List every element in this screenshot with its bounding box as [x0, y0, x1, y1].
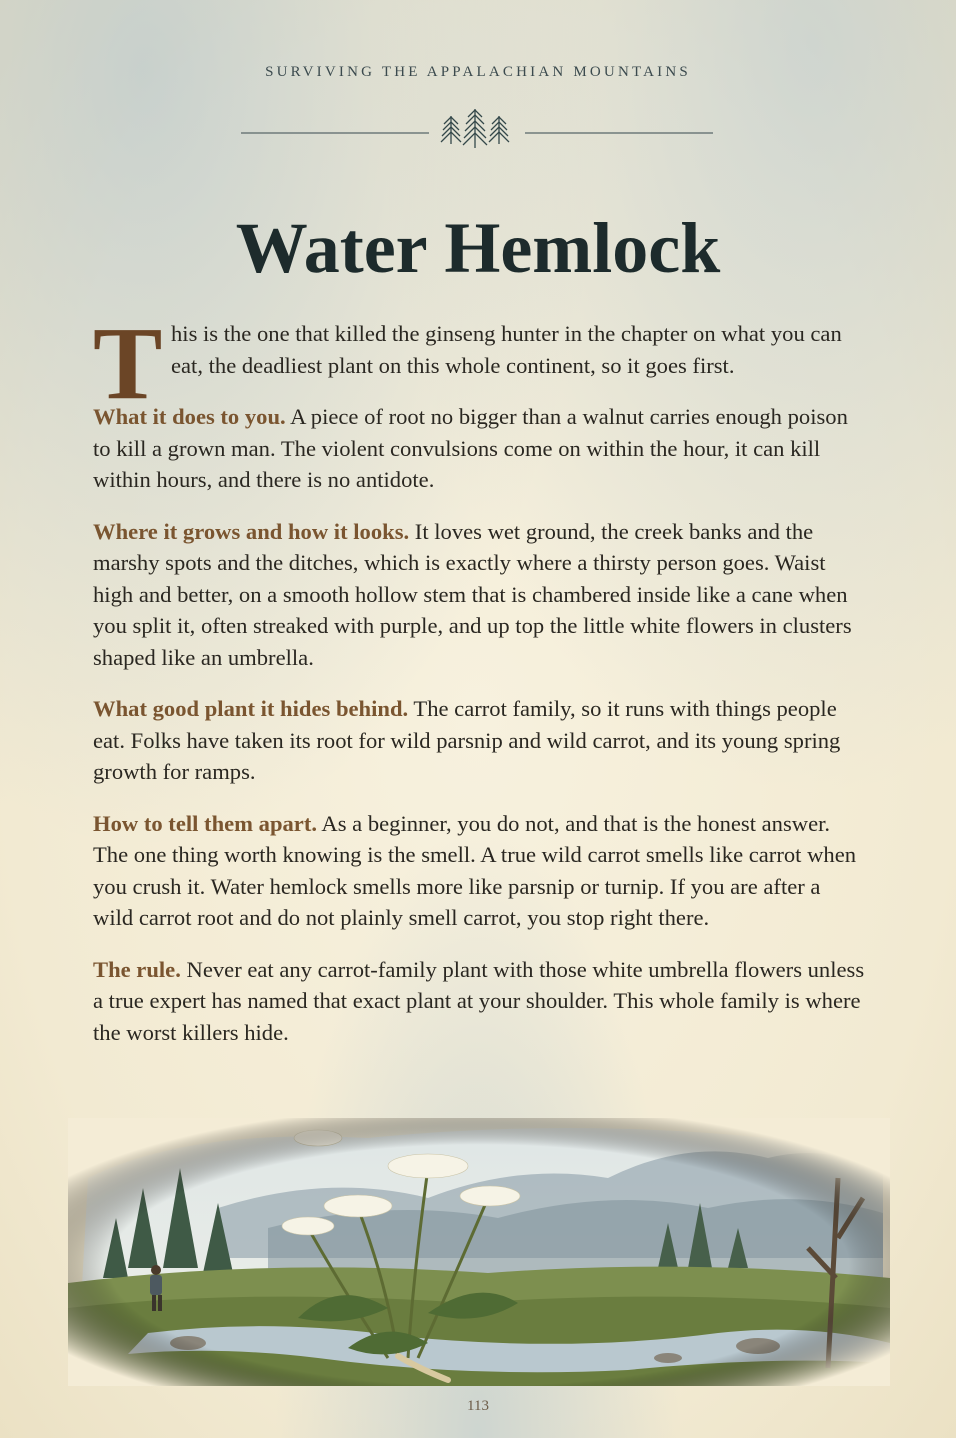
section-text: It loves wet ground, the creek banks and the marshy spots and the ditches, which is exactly where a thirsty person goes. Waist high and better, on a smooth hollow stem that is chambered inside like a cane when you split it, often streaked with purple, and up top the little white flowers in clusters shaped like an umbrella. [93, 518, 852, 670]
section-lead: What it does to you. [93, 404, 286, 429]
section-text: As a beginner, you do not, and that is the honest answer. The one thing worth knowing is the smell. A true wild carrot smells like carrot when you crush it. Water hemlock smells more like parsnip or turnip. If you are after a wild carrot root and do not plainly smell carrot, you stop right there. [93, 810, 857, 930]
running-head: SURVIVING THE APPALACHIAN MOUNTAINS [265, 64, 691, 80]
section-lookalikes [93, 693, 865, 788]
section-lead: How to tell them apart. [93, 810, 318, 836]
section-habitat [93, 516, 865, 674]
section-effects [93, 401, 865, 496]
section-lead: The rule. [93, 956, 181, 982]
section-identification [93, 808, 865, 934]
drop-cap: T [93, 306, 163, 421]
section-text: A piece of root no bigger than a walnut carries enough poison to kill a grown man. The violent convulsions come on within the hour, it can kill within hours, and there is no antidote. [93, 404, 848, 492]
three-pine-trees-icon [240, 104, 714, 152]
article-body [93, 306, 865, 1068]
section-text: The carrot family, so it runs with things people eat. Folks have taken its root for wild parsnip and wild carrot, and its young spring growth for ramps. [93, 696, 841, 784]
section-lead: Where it grows and how it looks. [93, 518, 410, 544]
water-hemlock-landscape-illustration [68, 1118, 890, 1386]
chapter-title: Water Hemlock [235, 208, 721, 288]
section-text: Never eat any carrot-family plant with those white umbrella flowers unless a true expert has named that exact plant at your shoulder. This whole family is where the worst killers hide. [93, 956, 865, 1045]
section-rule [93, 954, 865, 1049]
intro-text: his is the one that killed the ginseng hunter in the chapter on what you can eat, the deadliest plant on this whole continent, so it goes first. [171, 321, 842, 378]
section-lead: What good plant it hides behind. [93, 696, 409, 721]
page-number: 113 [467, 1398, 489, 1414]
